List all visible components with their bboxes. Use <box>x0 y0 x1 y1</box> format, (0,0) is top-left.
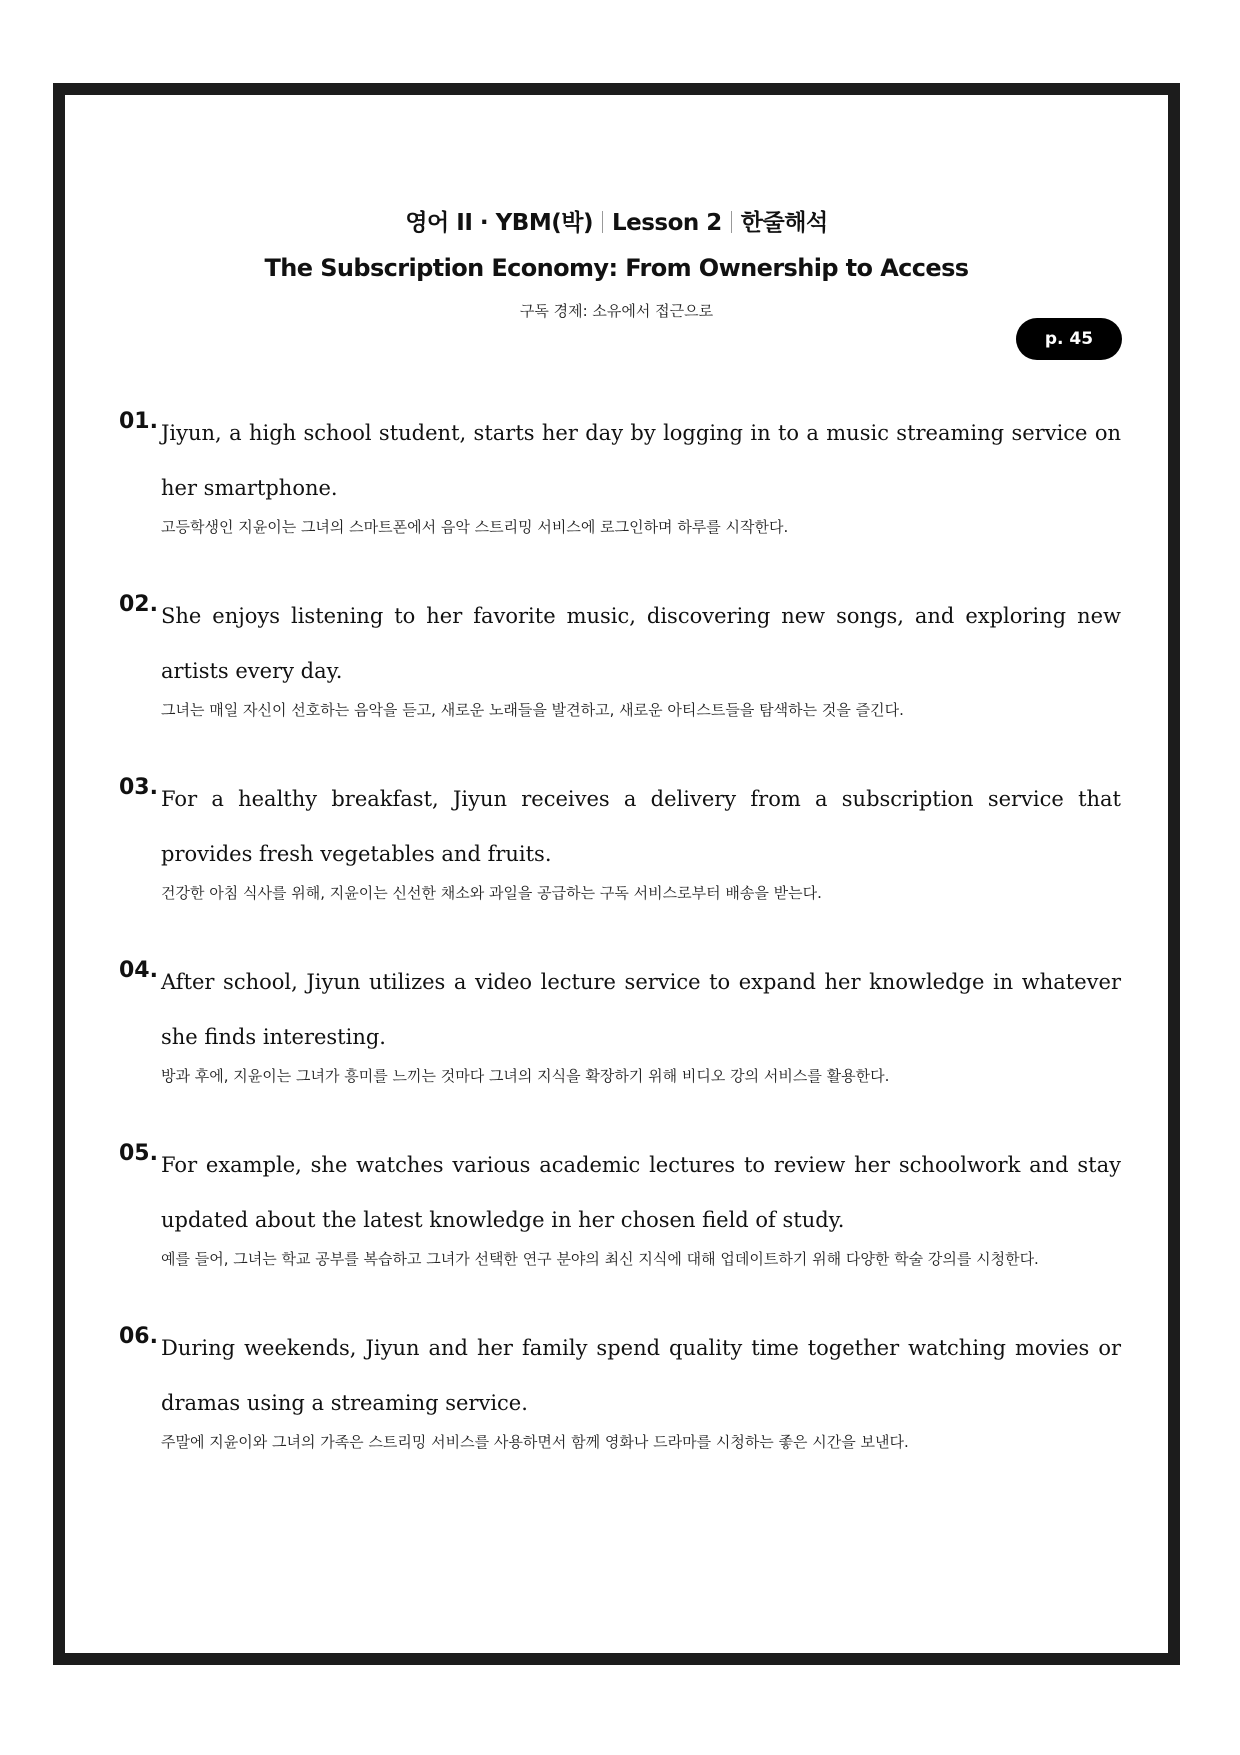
korean-translation: 그녀는 매일 자신이 선호하는 음악을 듣고, 새로운 노래들을 발견하고, 새로운 아티스트들을 탐색하는 것을 즐긴다. <box>161 701 904 719</box>
sentence-number: 05. <box>119 1141 158 1166</box>
korean-translation: 방과 후에, 지윤이는 그녀가 흥미를 느끼는 것마다 그녀의 지식을 확장하기 위해 비디오 강의 서비스를 활용한다. <box>161 1067 890 1085</box>
english-sentence: Jiyun, a high school student, starts her day by logging in to a music streaming service on her smartphone. <box>161 421 1121 500</box>
course-label: 영어 II · YBM(박) <box>405 210 593 236</box>
sentence-number: 03. <box>119 775 158 800</box>
title-divider <box>602 211 603 233</box>
lesson-title-korean: 구독 경제: 소유에서 접근으로 <box>519 302 714 320</box>
lesson-title: The Subscription Economy: From Ownership to Access <box>264 254 969 282</box>
sentence-number: 02. <box>119 592 158 617</box>
korean-translation: 고등학생인 지윤이는 그녀의 스마트폰에서 음악 스트리밍 서비스에 로그인하며 하루를 시작한다. <box>161 518 789 536</box>
english-sentence: After school, Jiyun utilizes a video lecture service to expand her knowledge in whatever she finds interesting. <box>161 970 1121 1049</box>
page-frame <box>53 83 1180 1665</box>
worksheet-title <box>65 204 1168 237</box>
lesson-label: Lesson 2 <box>611 210 722 236</box>
english-sentence: During weekends, Jiyun and her family spend quality time together watching movies or dramas using a streaming service. <box>161 1336 1121 1415</box>
worksheet-type: 한줄해석 <box>740 210 828 236</box>
sentence-number: 04. <box>119 958 158 983</box>
korean-translation: 건강한 아침 식사를 위해, 지윤이는 신선한 채소와 과일을 공급하는 구독 서비스로부터 배송을 받는다. <box>161 884 822 902</box>
sentence-number: 06. <box>119 1324 158 1349</box>
title-divider <box>731 211 732 233</box>
korean-translation: 주말에 지윤이와 그녀의 가족은 스트리밍 서비스를 사용하면서 함께 영화나 드라마를 시청하는 좋은 시간을 보낸다. <box>161 1433 909 1451</box>
english-sentence: For example, she watches various academic lectures to review her schoolwork and stay updated about the latest knowledge in her chosen field of study. <box>161 1153 1121 1232</box>
page-number-badge: p. 45 <box>1016 318 1122 360</box>
sentence-number: 01. <box>119 409 158 434</box>
english-sentence: For a healthy breakfast, Jiyun receives a delivery from a subscription service that provides fresh vegetables and fruits. <box>161 787 1121 866</box>
english-sentence: She enjoys listening to her favorite music, discovering new songs, and exploring new artists every day. <box>161 604 1121 683</box>
korean-translation: 예를 들어, 그녀는 학교 공부를 복습하고 그녀가 선택한 연구 분야의 최신 지식에 대해 업데이트하기 위해 다양한 학술 강의를 시청한다. <box>161 1250 1039 1268</box>
